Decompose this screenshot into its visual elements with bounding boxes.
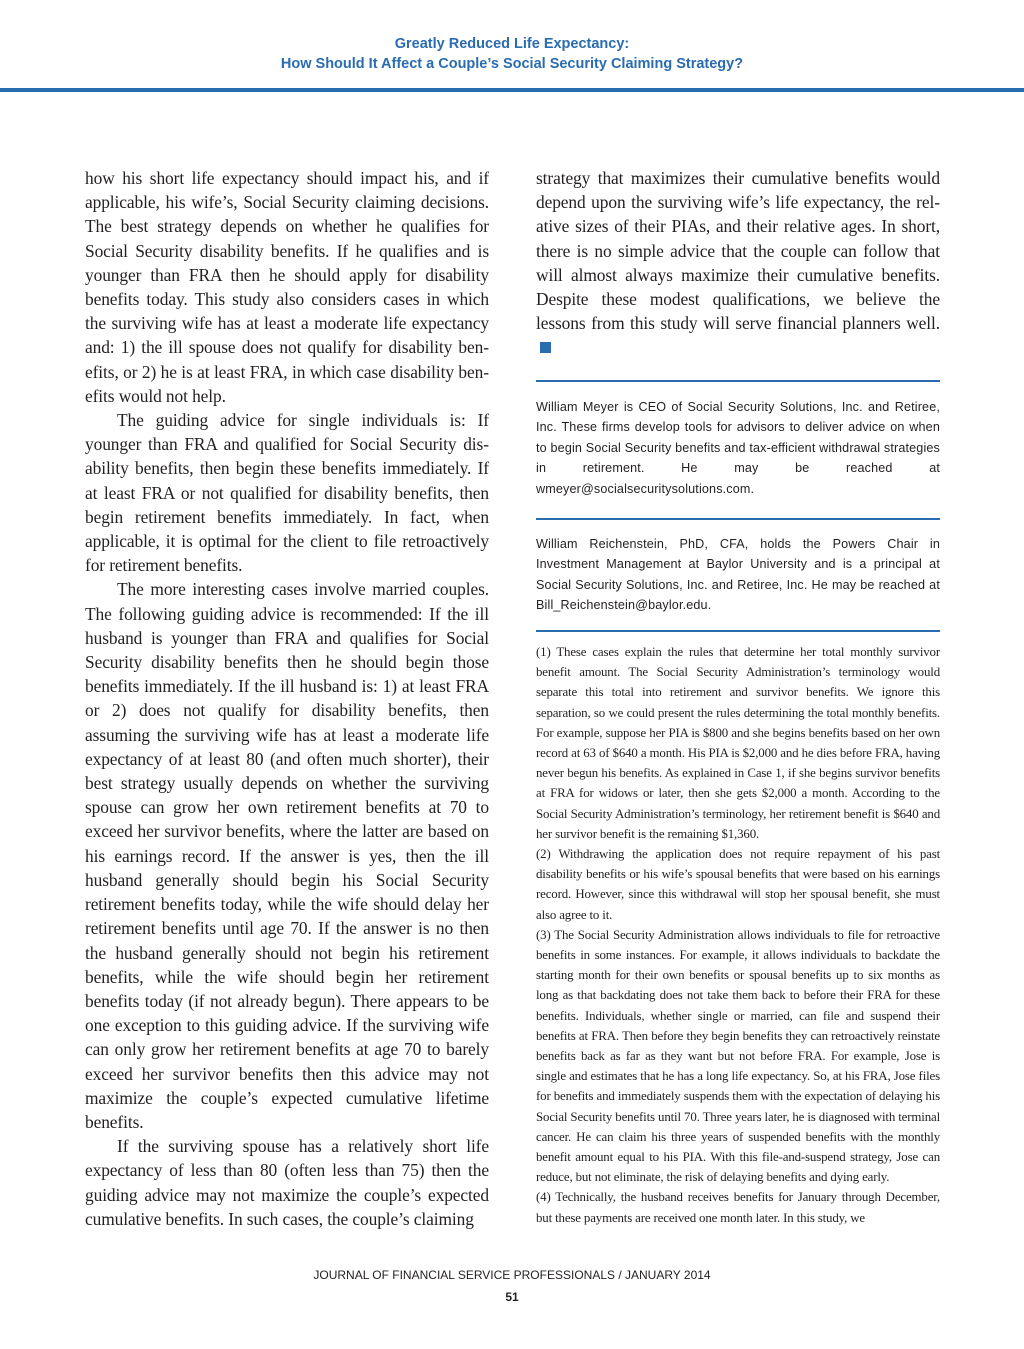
body-paragraph: The guiding advice for single individuals is: If younger than FRA and qualified for Social Security disability benefits, then begin these benefits immediately. If at least FRA or not qualified for disability benefits, then begin retirement benefits immediately. In fact, when applicable, it is optimal for the client to file retroactively for retirement benefits. <box>85 410 489 576</box>
right-column <box>536 166 940 1228</box>
body-paragraph: The more interesting cases involve married couples. The following guiding advice is recommended: If the ill husband is younger than FRA and qualifies for Social Security disability benefits then he should begin those benefits immediately. If the ill husband is: 1) at least FRA or 2) does not qualify for disability benefits, then assuming the surviving wife has at least a moderate life expectancy of at least 80 (and often much shorter), their best strategy usually depends on whether the surviving spouse can grow her own retirement benefits at 70 to exceed her survivor benefits, where the latter are based on his earnings record. If the answer is yes, then the ill husband generally should begin his Social Security retirement benefits today, while the wife should delay her retirement benefits until age 70. If the answer is no then the husband generally should not begin his retirement benefits, while the wife should begin her retirement benefits today (if not already begun). There appears to be one exception to this guiding advice. If the surviving wife can only grow her retirement benefits at age 70 to barely exceed her survivor benefits then this advice may not maximize the couple’s expected cumulative lifetime benefits. <box>85 579 489 1132</box>
header-title-line1: Greatly Reduced Life Expectancy: <box>394 36 630 52</box>
page-number: 51 <box>505 1290 519 1304</box>
running-header <box>0 34 1024 74</box>
header-divider <box>0 88 1024 92</box>
body-paragraph: how his short life expectancy should impact his, and if applicable, his wife’s, Social Security claiming decisions. The best strategy depends on whether he qualifies for Social Security disability benefits. If he qualifies and is younger than FRA then he should apply for disability benefits today. This study also considers cases in which the surviving wife has at least a moderate life expectancy and: 1) the ill spouse does not qualify for disability benefits, or 2) he is at least FRA, in which case disability benefits would not help. <box>85 168 489 406</box>
body-paragraph-end <box>536 166 940 360</box>
end-of-article-mark <box>540 342 551 353</box>
footnote-1: (1) These cases explain the rules that determine her total monthly survivor benefit amount. The Social Security Administration’s terminology would separate this total into retirement and survivor benefits. We ignore this separation, so we could present the rules determining the total monthly benefits. For example, suppose her PIA is $800 and she begins benefits based on her own record at 63 of $640 a month. His PIA is $2,000 and he dies before FRA, having never begun his benefits. As explained in Case 1, if she begins survivor benefits at FRA for widows or later, then she gets $2,000 a month. According to the Social Security Administration’s terminology, her retirement benefit is $640 and her survivor benefit is the remaining $1,360. <box>536 644 940 841</box>
footnotes-divider <box>536 630 940 632</box>
journal-footer: JOURNAL OF FINANCIAL SERVICE PROFESSIONALS / JANUARY 2014 <box>313 1268 711 1282</box>
bio-divider <box>536 518 940 520</box>
footnote-4: (4) Technically, the husband receives benefits for January through December, but these payments are received one month later. In this study, we <box>536 1190 940 1225</box>
author-bio-meyer: William Meyer is CEO of Social Security Solutions, Inc. and Retiree, Inc. These firms develop tools for advisors to deliver advice on when to begin Social Security benefits and tax-efficient withdrawal strategies in retirement. He may be reached at wmeyer@socialsecuritysolutions.com. <box>536 399 940 496</box>
header-title-line2: How Should It Affect a Couple’s Social Security Claiming Strategy? <box>280 56 744 72</box>
left-column <box>85 166 489 1231</box>
bio-divider <box>536 380 940 382</box>
footnote-3: (3) The Social Security Administration allows individuals to file for retroactive benefits in some instances. For example, it allows individuals to backdate the starting month for their own benefits or spousal benefits up to six months as long as that backdating does not take them back to before their FRA for these benefits. Individuals, whether single or married, can file and suspend their benefits at FRA. Then before they begin benefits they can retroactively reinstate benefits back as far as they want but not before FRA. For example, Jose is single and estimates that he has a long life expectancy. So, at his FRA, Jose files for benefits and immediately suspends them with the expectation of delaying his Social Security benefits until 70. Three years later, he is diagnosed with terminal cancer. He can claim his three years of suspended benefits with the monthly benefit amount equal to his PIA. With this file-and-suspend strategy, Jose can reduce, but not eliminate, the risk of delaying benefits and dying early. <box>536 927 940 1185</box>
author-bio-reichenstein: William Reichenstein, PhD, CFA, holds the Powers Chair in Investment Management at Baylor University and is a principal at Social Security Solutions, Inc. and Retiree, Inc. He may be reached at Bill_Reichenstein@baylor.edu. <box>536 536 940 613</box>
body-paragraph: If the surviving spouse has a relatively short life expectancy of less than 80 (often less than 75) then the guiding advice may not maximize the couple’s expected cumulative benefits. In such cases, the couple’s claiming <box>85 1136 489 1229</box>
footnote-2: (2) Withdrawing the application does not require repayment of his past disability benefits or his wife’s spousal benefits that were based on his earnings record. However, since this withdrawal will stop her spousal benefit, she must also agree to it. <box>536 847 940 922</box>
footnotes <box>536 642 940 1228</box>
continuation-text: strategy that maximizes their cumulative benefits would depend upon the surviving wife’s life expectancy, the relative sizes of their PIAs, and their relative ages. In short, there is no simple advice that the couple can follow that will almost always maximize their cumulative benefits. Despite these modest qualifications, we believe the lessons from this study will serve financial planners well. <box>536 168 940 334</box>
